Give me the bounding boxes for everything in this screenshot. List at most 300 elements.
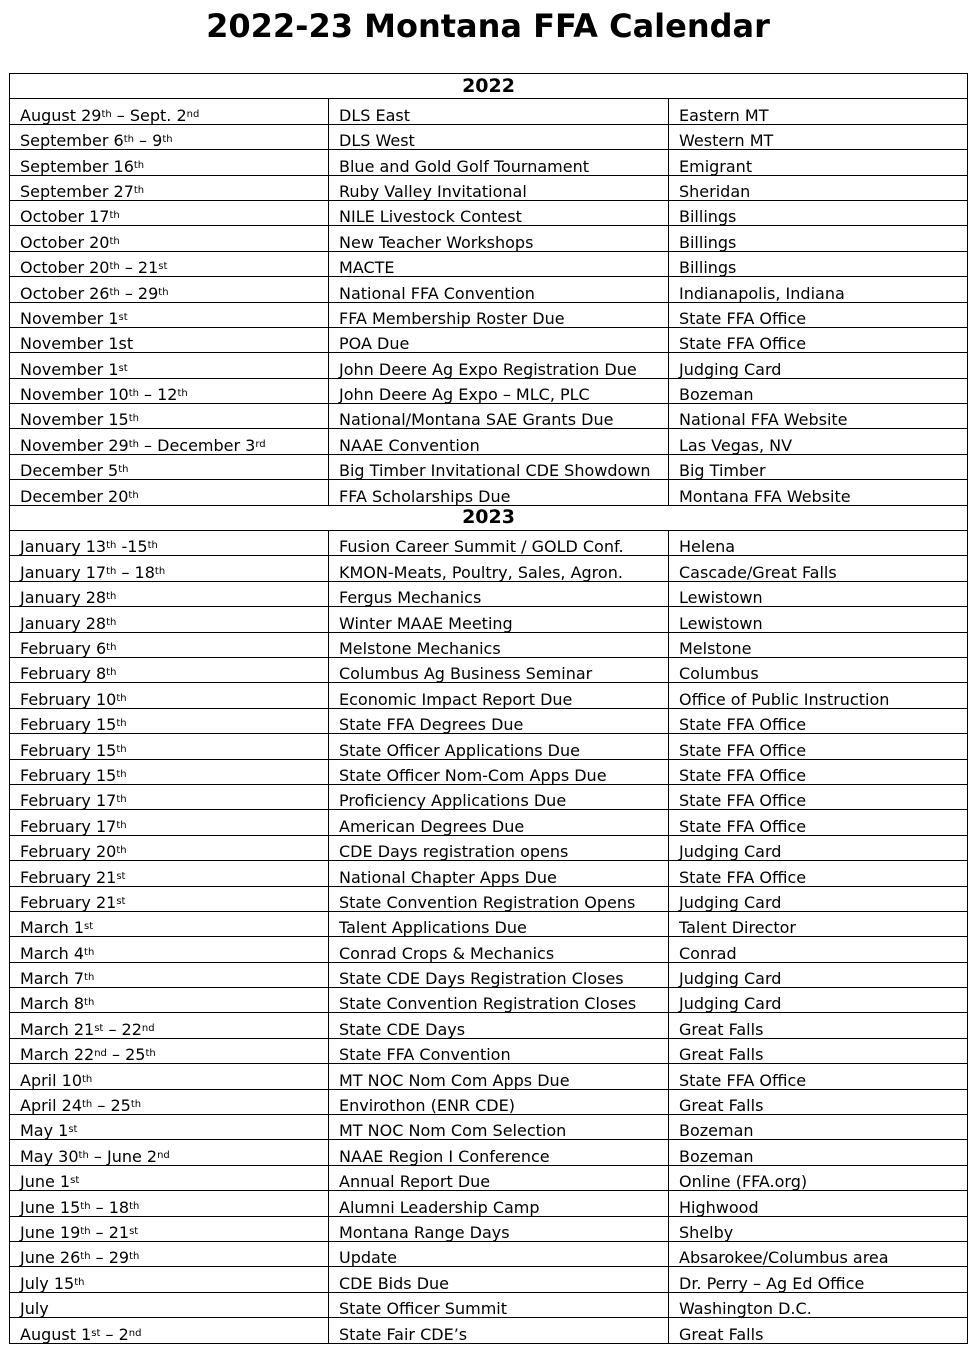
date-ordinal-suffix: th (116, 718, 127, 730)
date-cell (10, 302, 329, 327)
date-ordinal-suffix: th (133, 159, 145, 171)
date-ordinal-suffix: th (106, 667, 117, 679)
location-cell: Emigrant (669, 150, 968, 175)
location-cell: State FFA Office (669, 810, 968, 835)
location-cell: Cascade/Great Falls (669, 556, 968, 581)
event-cell: American Degrees Due (329, 810, 669, 835)
date-ordinal-suffix: th (147, 540, 158, 552)
table-row (10, 454, 968, 479)
table-row (10, 1115, 968, 1140)
date-cell (10, 734, 329, 759)
date-cell (10, 124, 329, 149)
event-cell: CDE Bids Due (329, 1267, 669, 1292)
location-cell: Washington D.C. (669, 1292, 968, 1317)
date-ordinal-suffix: st (118, 311, 128, 323)
table-row (10, 531, 968, 556)
date-ordinal-suffix: th (106, 616, 117, 628)
table-row (10, 1267, 968, 1292)
date-cell (10, 886, 329, 911)
table-row (10, 327, 968, 352)
date-text: – 21 (90, 1222, 130, 1242)
date-text: – 12 (138, 385, 178, 404)
date-text: February 21 (20, 892, 117, 912)
date-cell (10, 784, 329, 809)
date-text: January 13 (20, 537, 107, 556)
location-cell: Billings (669, 200, 968, 225)
table-row (10, 683, 968, 708)
date-ordinal-suffix: th (116, 819, 127, 831)
date-text: June 15 (20, 1197, 81, 1217)
date-cell (10, 454, 329, 479)
location-cell: Billings (669, 251, 968, 276)
table-row (10, 124, 968, 149)
location-cell: Online (FFA.org) (669, 1165, 968, 1190)
date-ordinal-suffix: th (129, 1251, 140, 1263)
date-cell (10, 708, 329, 733)
date-text: November 1 (20, 359, 119, 379)
location-cell: Sheridan (669, 175, 968, 200)
table-row (10, 480, 968, 505)
date-text: March 21 (20, 1019, 95, 1039)
date-cell (10, 531, 329, 556)
table-row (10, 911, 968, 936)
event-cell: KMON-Meats, Poultry, Sales, Agron. (329, 556, 669, 581)
date-cell (10, 378, 329, 403)
event-cell: State Officer Applications Due (329, 734, 669, 759)
location-cell: Absarokee/Columbus area (669, 1241, 968, 1266)
date-ordinal-suffix: th (84, 946, 95, 958)
table-row (10, 861, 968, 886)
date-ordinal-suffix: th (128, 413, 139, 425)
location-cell: Talent Director (669, 911, 968, 936)
date-text: July 15 (20, 1273, 75, 1293)
date-cell (10, 810, 329, 835)
date-text: November 1st (20, 334, 134, 353)
date-ordinal-suffix: th (128, 388, 139, 400)
date-ordinal-suffix: th (106, 540, 117, 552)
event-cell: Melstone Mechanics (329, 632, 669, 657)
date-text: June 19 (20, 1222, 81, 1242)
date-ordinal-suffix: nd (141, 1022, 155, 1034)
year-header-row (10, 505, 968, 530)
event-cell: MACTE (329, 251, 669, 276)
event-cell: State Fair CDE’s (329, 1318, 669, 1343)
table-row (10, 657, 968, 682)
date-text: October 26 (20, 283, 110, 303)
date-ordinal-suffix: th (109, 210, 120, 222)
event-cell: National FFA Convention (329, 277, 669, 302)
date-text: July (20, 1299, 49, 1318)
event-cell: State Officer Nom-Com Apps Due (329, 759, 669, 784)
date-text: February 15 (20, 715, 117, 734)
location-cell: State FFA Office (669, 784, 968, 809)
date-ordinal-suffix: th (116, 768, 127, 780)
date-cell (10, 150, 329, 175)
table-row (10, 226, 968, 251)
date-ordinal-suffix: th (177, 388, 188, 400)
date-text: – 29 (90, 1248, 130, 1267)
location-cell: Billings (669, 226, 968, 251)
date-text: – 18 (116, 562, 155, 582)
date-cell (10, 251, 329, 276)
event-cell: State FFA Degrees Due (329, 708, 669, 733)
location-cell: Lewistown (669, 607, 968, 632)
location-cell: Judging Card (669, 988, 968, 1013)
date-ordinal-suffix: th (101, 108, 112, 120)
date-ordinal-suffix: th (106, 565, 117, 577)
date-ordinal-suffix: th (145, 1048, 156, 1060)
table-row (10, 200, 968, 225)
date-ordinal-suffix: th (80, 1251, 91, 1263)
date-cell (10, 1267, 329, 1292)
date-text: March 8 (20, 994, 85, 1013)
event-cell: Proficiency Applications Due (329, 784, 669, 809)
date-cell (10, 226, 329, 251)
table-row (10, 632, 968, 657)
date-text: December 5 (20, 461, 119, 480)
date-ordinal-suffix: nd (186, 108, 200, 120)
date-ordinal-suffix: nd (94, 1048, 107, 1060)
location-cell: Bozeman (669, 1115, 968, 1140)
date-cell (10, 277, 329, 302)
date-text: April 24 (20, 1096, 83, 1115)
location-cell: Bozeman (669, 378, 968, 403)
event-cell: Annual Report Due (329, 1165, 669, 1190)
date-ordinal-suffix: st (84, 921, 94, 933)
date-text: March 4 (20, 943, 85, 963)
date-ordinal-suffix: th (129, 1200, 140, 1212)
event-cell: State Officer Summit (329, 1292, 669, 1317)
location-cell: Judging Card (669, 835, 968, 860)
date-text: – 25 (106, 1045, 146, 1064)
table-row (10, 1089, 968, 1114)
location-cell: Shelby (669, 1216, 968, 1241)
date-ordinal-suffix: st (118, 362, 128, 374)
table-row (10, 150, 968, 175)
table-row (10, 429, 968, 454)
date-ordinal-suffix: th (133, 184, 145, 196)
date-text: November 1 (20, 308, 119, 328)
location-cell: Columbus (669, 657, 968, 682)
date-cell (10, 1013, 329, 1038)
event-cell: DLS West (329, 124, 669, 149)
table-row (10, 988, 968, 1013)
date-ordinal-suffix: th (116, 794, 127, 806)
table-row (10, 99, 968, 124)
date-ordinal-suffix: st (116, 895, 126, 907)
date-text: April 10 (20, 1070, 83, 1090)
table-row (10, 175, 968, 200)
date-cell (10, 937, 329, 962)
date-text: February 21 (20, 867, 117, 886)
location-cell: State FFA Office (669, 327, 968, 352)
event-cell: State Convention Registration Closes (329, 988, 669, 1013)
event-cell: NAAE Region I Conference (329, 1140, 669, 1165)
date-ordinal-suffix: nd (157, 1149, 170, 1161)
date-ordinal-suffix: th (109, 286, 120, 298)
date-text: November 15 (20, 410, 129, 429)
date-text: – 29 (119, 283, 159, 303)
table-row (10, 277, 968, 302)
date-ordinal-suffix: th (116, 743, 127, 755)
location-cell: Office of Public Instruction (669, 683, 968, 708)
date-ordinal-suffix: st (158, 261, 168, 273)
date-cell (10, 632, 329, 657)
date-ordinal-suffix: th (74, 1276, 85, 1288)
date-text: February 15 (20, 740, 117, 760)
date-cell (10, 581, 329, 606)
event-cell: DLS East (329, 99, 669, 124)
date-ordinal-suffix: th (116, 845, 127, 857)
date-text: February 10 (20, 689, 117, 709)
table-row (10, 353, 968, 378)
table-row (10, 937, 968, 962)
table-row (10, 962, 968, 987)
table-row (10, 759, 968, 784)
location-cell: Great Falls (669, 1013, 968, 1038)
event-cell: National/Montana SAE Grants Due (329, 404, 669, 429)
calendar-body (10, 74, 968, 1344)
date-cell (10, 200, 329, 225)
location-cell: Great Falls (669, 1038, 968, 1063)
table-row (10, 784, 968, 809)
table-row (10, 1140, 968, 1165)
table-row (10, 378, 968, 403)
date-text: March 22 (20, 1045, 95, 1064)
location-cell: Melstone (669, 632, 968, 657)
date-cell (10, 962, 329, 987)
table-row (10, 607, 968, 632)
date-text: September 16 (20, 156, 134, 176)
location-cell: Indianapolis, Indiana (669, 277, 968, 302)
date-cell (10, 327, 329, 352)
location-cell: Las Vegas, NV (669, 429, 968, 454)
date-cell (10, 1140, 329, 1165)
date-ordinal-suffix: th (109, 235, 120, 247)
date-ordinal-suffix: th (116, 692, 127, 704)
date-text: May 30 (20, 1146, 79, 1166)
date-text: February 20 (20, 842, 117, 861)
date-text: – 9 (133, 131, 163, 150)
date-ordinal-suffix: nd (128, 1327, 142, 1339)
table-row (10, 302, 968, 327)
date-text: March 7 (20, 969, 85, 988)
date-text: September 6 (20, 131, 124, 150)
date-cell (10, 835, 329, 860)
date-ordinal-suffix: rd (255, 438, 266, 450)
date-text: December 20 (20, 486, 129, 506)
date-ordinal-suffix: th (128, 438, 139, 450)
year-heading: 2022 (10, 74, 968, 99)
date-ordinal-suffix: th (123, 134, 134, 146)
date-text: June 1 (20, 1172, 71, 1191)
event-cell: FFA Scholarships Due (329, 480, 669, 505)
date-cell (10, 404, 329, 429)
location-cell: Conrad (669, 937, 968, 962)
date-text: February 6 (20, 638, 107, 658)
date-ordinal-suffix: th (158, 286, 169, 298)
date-ordinal-suffix: th (84, 972, 95, 984)
date-text: November 10 (20, 385, 129, 404)
location-cell: State FFA Office (669, 302, 968, 327)
date-text: – 22 (103, 1019, 142, 1039)
date-ordinal-suffix: th (162, 134, 173, 146)
date-text: – June 2 (88, 1146, 158, 1166)
date-cell (10, 1089, 329, 1114)
table-row (10, 835, 968, 860)
location-cell: Eastern MT (669, 99, 968, 124)
event-cell: Economic Impact Report Due (329, 683, 669, 708)
location-cell: Lewistown (669, 581, 968, 606)
date-cell (10, 988, 329, 1013)
event-cell: Update (329, 1241, 669, 1266)
location-cell: Judging Card (669, 353, 968, 378)
event-cell: Columbus Ag Business Seminar (329, 657, 669, 682)
date-ordinal-suffix: th (118, 464, 129, 476)
date-ordinal-suffix: th (78, 1149, 89, 1161)
location-cell: Helena (669, 531, 968, 556)
date-ordinal-suffix: th (84, 997, 95, 1009)
date-cell (10, 1216, 329, 1241)
date-text: June 26 (20, 1248, 81, 1267)
location-cell: Montana FFA Website (669, 480, 968, 505)
event-cell: POA Due (329, 327, 669, 352)
date-text: February 8 (20, 664, 107, 683)
date-cell (10, 1292, 329, 1317)
table-row (10, 1292, 968, 1317)
date-text: May 1 (20, 1121, 69, 1140)
location-cell: State FFA Office (669, 759, 968, 784)
event-cell: State Convention Registration Opens (329, 886, 669, 911)
page-title: 2022-23 Montana FFA Calendar (206, 7, 770, 45)
date-cell (10, 1241, 329, 1266)
date-ordinal-suffix: st (91, 1327, 101, 1339)
table-row (10, 556, 968, 581)
event-cell: Big Timber Invitational CDE Showdown (329, 454, 669, 479)
table-row (10, 734, 968, 759)
year-heading: 2023 (10, 505, 968, 530)
date-ordinal-suffix: th (106, 641, 117, 653)
event-cell: Winter MAAE Meeting (329, 607, 669, 632)
table-row (10, 1038, 968, 1063)
table-row (10, 581, 968, 606)
table-row (10, 1064, 968, 1089)
date-cell (10, 429, 329, 454)
date-cell (10, 1115, 329, 1140)
date-text: October 20 (20, 258, 110, 277)
event-cell: Fusion Career Summit / GOLD Conf. (329, 531, 669, 556)
date-text: January 28 (20, 613, 107, 633)
date-text: September 27 (20, 181, 134, 201)
date-text: – Sept. 2 (111, 105, 187, 125)
location-cell: National FFA Website (669, 404, 968, 429)
date-cell (10, 759, 329, 784)
date-text: January 17 (20, 562, 107, 582)
date-cell (10, 683, 329, 708)
event-cell: MT NOC Nom Com Selection (329, 1115, 669, 1140)
location-cell: State FFA Office (669, 861, 968, 886)
location-cell: Big Timber (669, 454, 968, 479)
event-cell: John Deere Ag Expo – MLC, PLC (329, 378, 669, 403)
date-cell (10, 607, 329, 632)
event-cell: State FFA Convention (329, 1038, 669, 1063)
date-cell (10, 1318, 329, 1343)
date-ordinal-suffix: st (70, 1175, 80, 1187)
event-cell: Ruby Valley Invitational (329, 175, 669, 200)
date-ordinal-suffix: st (116, 870, 126, 882)
table-row (10, 1216, 968, 1241)
date-text: – 25 (92, 1096, 131, 1115)
event-cell: Blue and Gold Golf Tournament (329, 150, 669, 175)
date-cell (10, 480, 329, 505)
date-cell (10, 861, 329, 886)
date-text: – December 3 (138, 435, 256, 455)
date-text: November 29 (20, 435, 129, 455)
date-text: – 2 (100, 1324, 129, 1344)
table-row (10, 1241, 968, 1266)
location-cell: Judging Card (669, 886, 968, 911)
date-ordinal-suffix: th (80, 1200, 91, 1212)
event-cell: State CDE Days (329, 1013, 669, 1038)
event-cell: Conrad Crops & Mechanics (329, 937, 669, 962)
event-cell: Talent Applications Due (329, 911, 669, 936)
location-cell: Dr. Perry – Ag Ed Office (669, 1267, 968, 1292)
date-ordinal-suffix: st (94, 1022, 104, 1034)
date-ordinal-suffix: th (106, 591, 117, 603)
date-text: January 28 (20, 588, 107, 607)
calendar-table (9, 73, 968, 1344)
date-ordinal-suffix: st (129, 1225, 139, 1237)
event-cell: New Teacher Workshops (329, 226, 669, 251)
date-cell (10, 1038, 329, 1063)
location-cell: Bozeman (669, 1140, 968, 1165)
date-text: August 29 (20, 105, 102, 125)
date-cell (10, 175, 329, 200)
event-cell: Envirothon (ENR CDE) (329, 1089, 669, 1114)
table-row (10, 1013, 968, 1038)
table-row (10, 708, 968, 733)
table-row (10, 1318, 968, 1343)
event-cell: John Deere Ag Expo Registration Due (329, 353, 669, 378)
date-text: August 1 (20, 1324, 92, 1344)
location-cell: State FFA Office (669, 708, 968, 733)
location-cell: State FFA Office (669, 1064, 968, 1089)
event-cell: NAAE Convention (329, 429, 669, 454)
location-cell: Great Falls (669, 1318, 968, 1343)
date-ordinal-suffix: th (128, 489, 139, 501)
event-cell: MT NOC Nom Com Apps Due (329, 1064, 669, 1089)
table-row (10, 1165, 968, 1190)
event-cell: Fergus Mechanics (329, 581, 669, 606)
date-ordinal-suffix: th (80, 1225, 91, 1237)
date-ordinal-suffix: th (82, 1073, 93, 1085)
event-cell: State CDE Days Registration Closes (329, 962, 669, 987)
date-cell (10, 1165, 329, 1190)
event-cell: NILE Livestock Contest (329, 200, 669, 225)
date-ordinal-suffix: th (109, 261, 120, 273)
event-cell: FFA Membership Roster Due (329, 302, 669, 327)
date-cell (10, 1191, 329, 1216)
table-row (10, 1191, 968, 1216)
date-cell (10, 353, 329, 378)
date-ordinal-suffix: th (130, 1099, 142, 1111)
date-text: October 20 (20, 232, 110, 252)
table-row (10, 886, 968, 911)
date-ordinal-suffix: th (82, 1099, 93, 1111)
location-cell: Judging Card (669, 962, 968, 987)
date-ordinal-suffix: st (68, 1124, 78, 1136)
date-text: October 17 (20, 207, 110, 226)
